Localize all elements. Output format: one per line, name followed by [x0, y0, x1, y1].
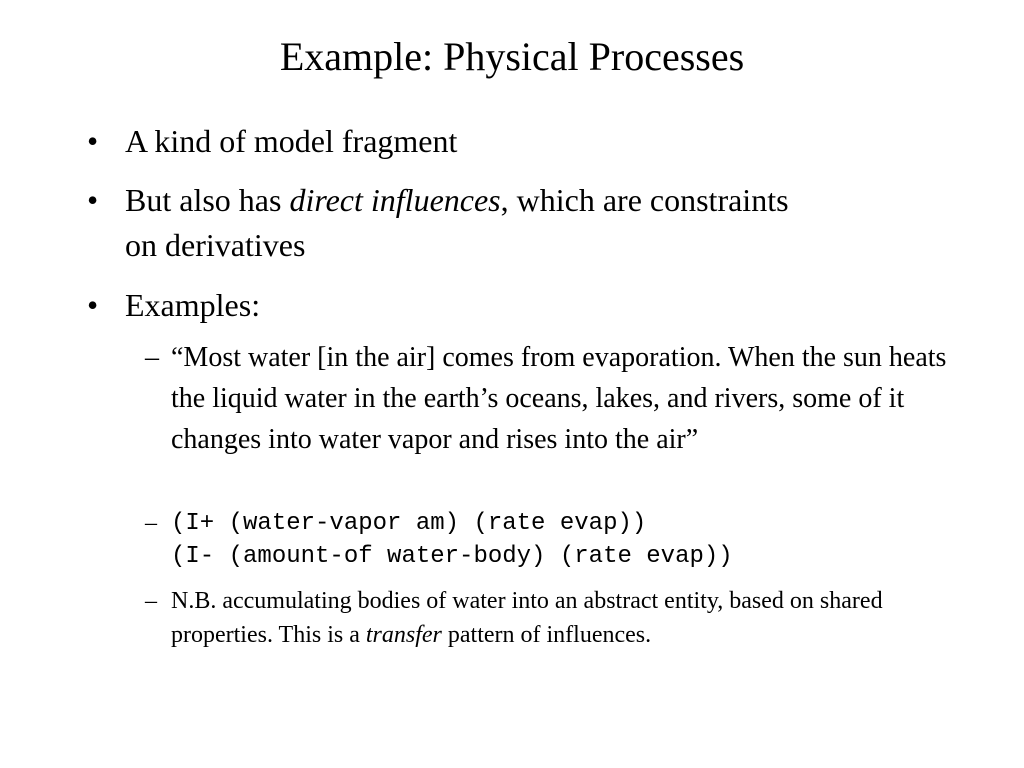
- dash-marker: –: [145, 588, 157, 614]
- bullet-marker: •: [87, 182, 99, 218]
- quote-text: “Most water [in the air] comes from evaporation. When the sun heats the liquid water in the earth’s oceans, lakes, and rivers, some of it changes into water vapor and rises into the air”: [171, 342, 947, 455]
- emphasis-text: direct influences: [289, 182, 501, 218]
- bullet-text: Examples:: [125, 287, 261, 323]
- emphasis-text: transfer: [365, 622, 442, 648]
- code-line: (I- (amount-of water-body) (rate evap)): [171, 543, 733, 570]
- bullet-text: A kind of model fragment: [125, 123, 458, 159]
- code-line: (I+ (water-vapor am) (rate evap)): [171, 510, 647, 537]
- bullet-marker: •: [87, 123, 99, 159]
- code-block: [171, 507, 733, 573]
- note-text: [171, 584, 961, 652]
- bullet-text-part: But also has: [125, 182, 290, 218]
- bullet-text: [125, 178, 805, 268]
- bullet-marker: •: [87, 287, 99, 323]
- dash-marker: –: [145, 510, 157, 536]
- note-text-part: N.B. accumulating bodies of water into an abstract entity, based on shared properties. This is a: [171, 588, 883, 648]
- bullet-text-part: , which are constraints on derivatives: [125, 182, 789, 263]
- dash-marker: –: [145, 342, 159, 373]
- note-text-part: pattern of influences.: [441, 622, 652, 648]
- slide-title: Example: Physical Processes: [279, 34, 745, 79]
